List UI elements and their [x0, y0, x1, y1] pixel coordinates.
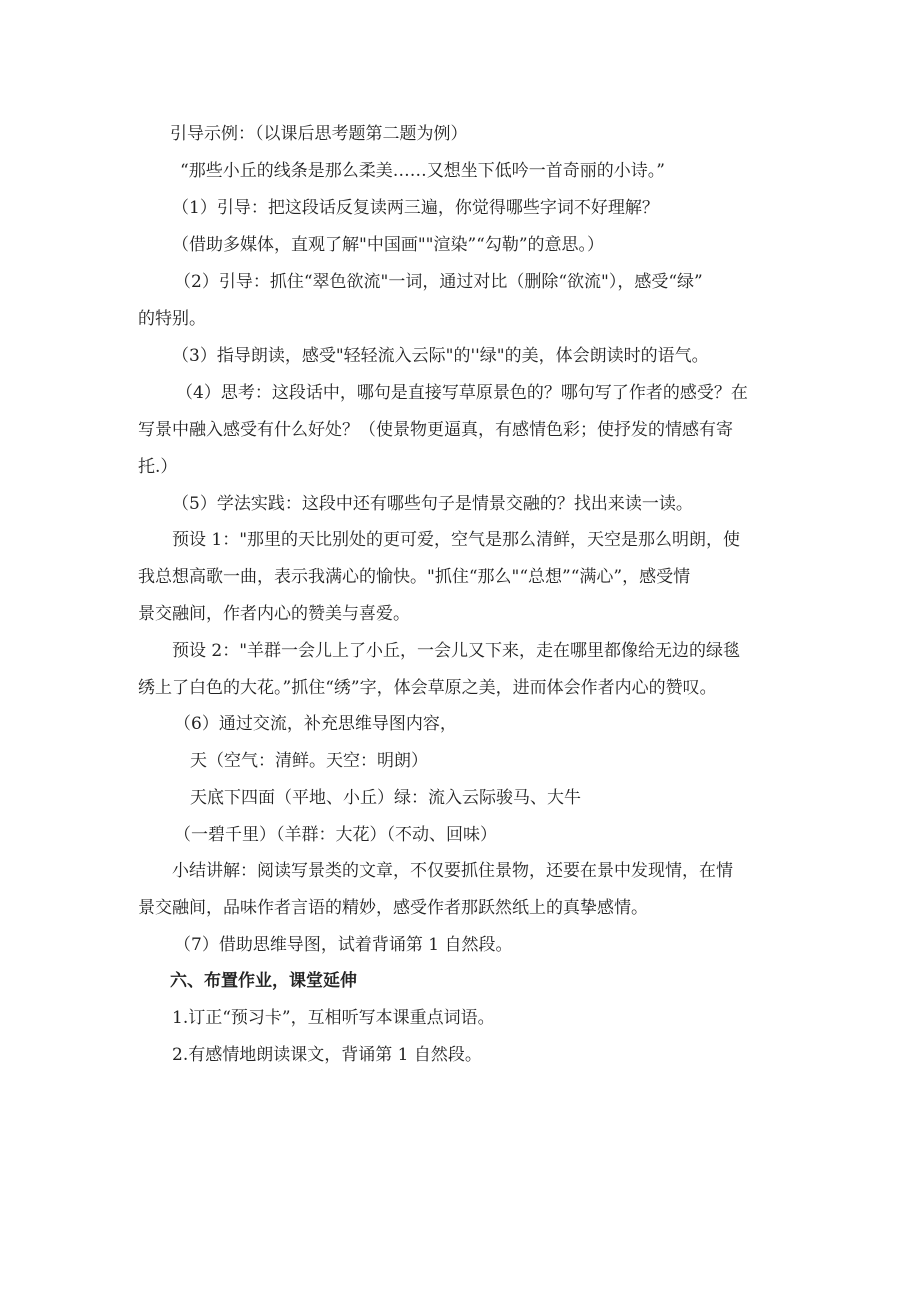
summary-line: 小结讲解：阅读写景类的文章，不仅要抓住景物，还要在景中发现情，在情 [172, 861, 733, 881]
step-1-line: （1）引导：把这段话反复读两三遍，你觉得哪些字词不好理解？ [172, 198, 659, 218]
step-3-line: （3）指导朗读，感受"轻轻流入云际"的''绿"的美，体会朗读时的语气。 [172, 346, 709, 366]
summary-continuation-line: 景交融间，品味作者言语的精妙，感受作者那跃然纸上的真挚感情。 [138, 898, 648, 918]
step-4-continuation-line: 写景中融入感受有什么好处？（使景物更逼真，有感情色彩；使抒发的情感有寄 [138, 420, 733, 440]
step-2-continuation-line: 的特别。 [138, 309, 206, 329]
step-4-line: （4）思考：这段话中，哪句是直接写草原景色的？哪句写了作者的感受？在 [176, 383, 748, 403]
step-1-note-line: （借助多媒体，直观了解"中国画""渲染”“勾勒”的意思。） [172, 235, 605, 255]
step-7-line: （7）借助思维导图，试着背诵第 1 自然段。 [174, 935, 513, 955]
step-5-line: （5）学法实践：这段中还有哪些句子是情景交融的？找出来读一读。 [172, 494, 693, 514]
preset-1-line: 预设 1："那里的天比别处的更可爱，空气是那么清鲜，天空是那么明朗，使 [172, 530, 741, 550]
mindmap-ground-line: 天底下四面（平地、小丘）绿：流入云际骏马、大牛 [190, 788, 581, 808]
homework-item-2: 2.有感情地朗读课文，背诵第 1 自然段。 [172, 1045, 482, 1065]
step-2-line: （2）引导：抓住“翠色欲流"一词，通过对比（删除“欲流"），感受“绿” [174, 272, 703, 292]
preset-2-continuation-line: 绣上了白色的大花。”抓住“绣”字，体会草原之美，进而体会作者内心的赞叹。 [138, 678, 717, 698]
preset-1-end-line: 景交融间，作者内心的赞美与喜爱。 [138, 604, 410, 624]
step-6-line: （6）通过交流，补充思维导图内容， [174, 714, 457, 734]
preset-1-continuation-line: 我总想高歌一曲，表示我满心的愉快。"抓住“那么"“总想”“满心”，感受情 [138, 567, 691, 587]
preset-2-line: 预设 2："羊群一会儿上了小丘，一会儿又下来，走在哪里都像给无边的绿毯 [172, 641, 741, 661]
step-4-end-line: 托.） [138, 457, 178, 477]
mindmap-sky-line: 天（空气：清鲜。天空：明朗） [190, 751, 428, 771]
mindmap-summary-line: （一碧千里）（羊群：大花）（不动、回味） [174, 825, 497, 845]
example-intro-line: 引导示例：（以课后思考题第二题为例） [170, 124, 468, 144]
homework-item-1: 1.订正“预习卡”，互相听写本课重点词语。 [172, 1008, 495, 1028]
section-heading: 六、布置作业，课堂延伸 [170, 971, 357, 991]
quoted-passage-line: “那些小丘的线条是那么柔美……又想坐下低吟一首奇丽的小诗。” [180, 161, 665, 181]
